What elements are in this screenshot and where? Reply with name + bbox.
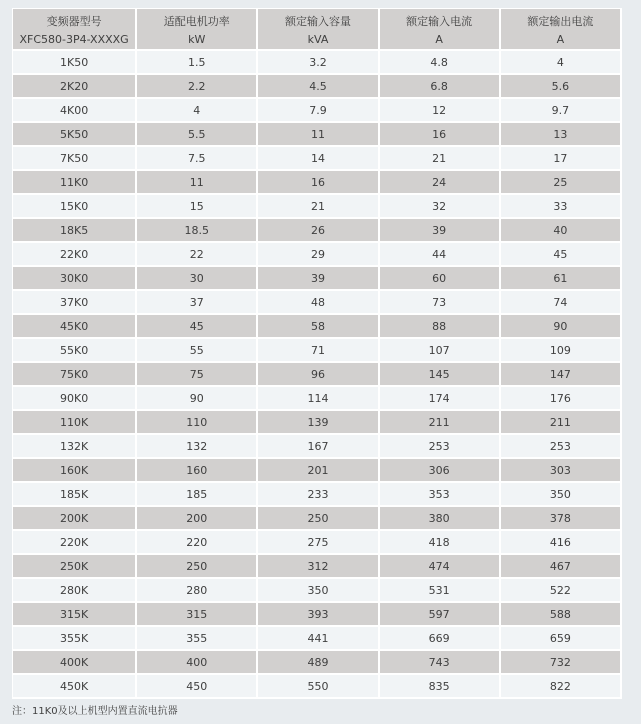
table-cell: 200 bbox=[137, 507, 258, 531]
table-cell: 350 bbox=[501, 483, 622, 507]
table-cell: 96 bbox=[258, 363, 379, 387]
table-row bbox=[13, 483, 622, 507]
table-cell: 588 bbox=[501, 603, 622, 627]
column-header-motor-power bbox=[137, 9, 258, 51]
table-cell: 669 bbox=[380, 627, 501, 651]
table-cell: 4.8 bbox=[380, 51, 501, 75]
table-cell: 18K5 bbox=[13, 219, 137, 243]
table-cell: 5.6 bbox=[501, 75, 622, 99]
table-row bbox=[13, 171, 622, 195]
table-row bbox=[13, 531, 622, 555]
table-row bbox=[13, 603, 622, 627]
column-title: 额定输入电流 bbox=[406, 14, 473, 28]
table-cell: 40 bbox=[501, 219, 622, 243]
table-row bbox=[13, 507, 622, 531]
table-cell: 450K bbox=[13, 675, 137, 699]
table-row bbox=[13, 219, 622, 243]
table-cell: 522 bbox=[501, 579, 622, 603]
table-row bbox=[13, 243, 622, 267]
table-cell: 211 bbox=[501, 411, 622, 435]
table-cell: 109 bbox=[501, 339, 622, 363]
table-cell: 416 bbox=[501, 531, 622, 555]
table-cell: 13 bbox=[501, 123, 622, 147]
table-cell: 220 bbox=[137, 531, 258, 555]
table-cell: 11 bbox=[258, 123, 379, 147]
table-cell: 2.2 bbox=[137, 75, 258, 99]
table-cell: 110K bbox=[13, 411, 137, 435]
table-row bbox=[13, 267, 622, 291]
table-row bbox=[13, 291, 622, 315]
table-cell: 45K0 bbox=[13, 315, 137, 339]
table-cell: 211 bbox=[380, 411, 501, 435]
column-title: 额定输入容量 bbox=[284, 14, 351, 28]
table-cell: 6.8 bbox=[380, 75, 501, 99]
table-cell: 132 bbox=[137, 435, 258, 459]
table-cell: 597 bbox=[380, 603, 501, 627]
table-cell: 9.7 bbox=[501, 99, 622, 123]
table-cell: 160 bbox=[137, 459, 258, 483]
table-cell: 90K0 bbox=[13, 387, 137, 411]
table-cell: 353 bbox=[380, 483, 501, 507]
table-cell: 145 bbox=[380, 363, 501, 387]
table-cell: 55 bbox=[137, 339, 258, 363]
table-row bbox=[13, 363, 622, 387]
table-cell: 250 bbox=[258, 507, 379, 531]
table-cell: 4 bbox=[137, 99, 258, 123]
table-row bbox=[13, 435, 622, 459]
table-row bbox=[13, 75, 622, 99]
table-cell: 37K0 bbox=[13, 291, 137, 315]
column-subtitle: XFC580-3P4-XXXXG bbox=[19, 32, 129, 46]
table-cell: 4K00 bbox=[13, 99, 137, 123]
table-cell: 315 bbox=[137, 603, 258, 627]
table-cell: 74 bbox=[501, 291, 622, 315]
column-title: 适配电机功率 bbox=[163, 14, 230, 28]
column-subtitle: A bbox=[556, 32, 565, 46]
table-cell: 45 bbox=[501, 243, 622, 267]
table-cell: 474 bbox=[380, 555, 501, 579]
table-cell: 32 bbox=[380, 195, 501, 219]
table-cell: 378 bbox=[501, 507, 622, 531]
column-title: 额定输出电流 bbox=[527, 14, 594, 28]
table-cell: 303 bbox=[501, 459, 622, 483]
table-cell: 114 bbox=[258, 387, 379, 411]
table-cell: 167 bbox=[258, 435, 379, 459]
table-cell: 280 bbox=[137, 579, 258, 603]
table-row bbox=[13, 459, 622, 483]
table-cell: 24 bbox=[380, 171, 501, 195]
table-row bbox=[13, 555, 622, 579]
table-cell: 160K bbox=[13, 459, 137, 483]
table-cell: 659 bbox=[501, 627, 622, 651]
table-cell: 75K0 bbox=[13, 363, 137, 387]
footnote: 注：11K0及以上机型内置直流电抗器 bbox=[12, 706, 178, 717]
column-header-output-current bbox=[501, 9, 622, 51]
table-cell: 75 bbox=[137, 363, 258, 387]
table-cell: 90 bbox=[137, 387, 258, 411]
table-cell: 4 bbox=[501, 51, 622, 75]
table-cell: 61 bbox=[501, 267, 622, 291]
table-cell: 25 bbox=[501, 171, 622, 195]
table-cell: 315K bbox=[13, 603, 137, 627]
table-cell: 400K bbox=[13, 651, 137, 675]
table-cell: 275 bbox=[258, 531, 379, 555]
table-cell: 253 bbox=[501, 435, 622, 459]
table-cell: 58 bbox=[258, 315, 379, 339]
table-cell: 1K50 bbox=[13, 51, 137, 75]
header-row bbox=[13, 9, 622, 51]
table-cell: 531 bbox=[380, 579, 501, 603]
table-row bbox=[13, 195, 622, 219]
spec-table-body bbox=[13, 51, 622, 699]
table-cell: 22K0 bbox=[13, 243, 137, 267]
table-row bbox=[13, 627, 622, 651]
table-row bbox=[13, 411, 622, 435]
table-cell: 7.9 bbox=[258, 99, 379, 123]
column-header-model bbox=[13, 9, 137, 51]
table-cell: 253 bbox=[380, 435, 501, 459]
table-row bbox=[13, 387, 622, 411]
table-cell: 250K bbox=[13, 555, 137, 579]
table-cell: 835 bbox=[380, 675, 501, 699]
table-cell: 3.2 bbox=[258, 51, 379, 75]
table-cell: 147 bbox=[501, 363, 622, 387]
table-cell: 441 bbox=[258, 627, 379, 651]
table-cell: 1.5 bbox=[137, 51, 258, 75]
table-cell: 48 bbox=[258, 291, 379, 315]
table-cell: 30K0 bbox=[13, 267, 137, 291]
table-cell: 71 bbox=[258, 339, 379, 363]
table-cell: 15 bbox=[137, 195, 258, 219]
column-subtitle: kW bbox=[188, 32, 206, 46]
table-cell: 732 bbox=[501, 651, 622, 675]
table-row bbox=[13, 675, 622, 699]
table-cell: 16 bbox=[258, 171, 379, 195]
table-cell: 18.5 bbox=[137, 219, 258, 243]
table-cell: 312 bbox=[258, 555, 379, 579]
table-cell: 44 bbox=[380, 243, 501, 267]
table-cell: 185K bbox=[13, 483, 137, 507]
table-cell: 7.5 bbox=[137, 147, 258, 171]
table-cell: 7K50 bbox=[13, 147, 137, 171]
table-row bbox=[13, 147, 622, 171]
table-cell: 743 bbox=[380, 651, 501, 675]
table-cell: 30 bbox=[137, 267, 258, 291]
table-cell: 45 bbox=[137, 315, 258, 339]
table-cell: 39 bbox=[380, 219, 501, 243]
table-cell: 2K20 bbox=[13, 75, 137, 99]
column-subtitle: kVA bbox=[307, 32, 329, 46]
table-cell: 14 bbox=[258, 147, 379, 171]
table-cell: 176 bbox=[501, 387, 622, 411]
table-cell: 88 bbox=[380, 315, 501, 339]
table-cell: 280K bbox=[13, 579, 137, 603]
table-cell: 5.5 bbox=[137, 123, 258, 147]
table-row bbox=[13, 315, 622, 339]
table-cell: 139 bbox=[258, 411, 379, 435]
table-cell: 107 bbox=[380, 339, 501, 363]
table-cell: 400 bbox=[137, 651, 258, 675]
table-cell: 418 bbox=[380, 531, 501, 555]
table-row bbox=[13, 99, 622, 123]
table-cell: 29 bbox=[258, 243, 379, 267]
table-cell: 60 bbox=[380, 267, 501, 291]
table-cell: 233 bbox=[258, 483, 379, 507]
table-cell: 5K50 bbox=[13, 123, 137, 147]
column-subtitle: A bbox=[435, 32, 443, 46]
table-cell: 37 bbox=[137, 291, 258, 315]
table-row bbox=[13, 579, 622, 603]
table-cell: 39 bbox=[258, 267, 379, 291]
table-cell: 250 bbox=[137, 555, 258, 579]
table-cell: 73 bbox=[380, 291, 501, 315]
table-cell: 355K bbox=[13, 627, 137, 651]
table-cell: 15K0 bbox=[13, 195, 137, 219]
table-cell: 550 bbox=[258, 675, 379, 699]
table-cell: 450 bbox=[137, 675, 258, 699]
table-cell: 21 bbox=[258, 195, 379, 219]
table-cell: 306 bbox=[380, 459, 501, 483]
column-header-input-current bbox=[380, 9, 501, 51]
column-header-input-capacity bbox=[258, 9, 379, 51]
table-cell: 132K bbox=[13, 435, 137, 459]
table-cell: 350 bbox=[258, 579, 379, 603]
table-row bbox=[13, 651, 622, 675]
table-cell: 201 bbox=[258, 459, 379, 483]
table-row bbox=[13, 339, 622, 363]
table-cell: 26 bbox=[258, 219, 379, 243]
table-row bbox=[13, 51, 622, 75]
table-cell: 355 bbox=[137, 627, 258, 651]
table-cell: 393 bbox=[258, 603, 379, 627]
table-cell: 22 bbox=[137, 243, 258, 267]
table-cell: 21 bbox=[380, 147, 501, 171]
spec-table bbox=[12, 8, 622, 699]
table-cell: 17 bbox=[501, 147, 622, 171]
column-title: 变频器型号 bbox=[46, 14, 102, 28]
table-cell: 16 bbox=[380, 123, 501, 147]
table-cell: 822 bbox=[501, 675, 622, 699]
table-cell: 489 bbox=[258, 651, 379, 675]
table-cell: 33 bbox=[501, 195, 622, 219]
table-cell: 12 bbox=[380, 99, 501, 123]
table-cell: 185 bbox=[137, 483, 258, 507]
table-cell: 110 bbox=[137, 411, 258, 435]
table-cell: 4.5 bbox=[258, 75, 379, 99]
table-cell: 200K bbox=[13, 507, 137, 531]
table-cell: 220K bbox=[13, 531, 137, 555]
table-cell: 380 bbox=[380, 507, 501, 531]
table-cell: 11 bbox=[137, 171, 258, 195]
table-cell: 467 bbox=[501, 555, 622, 579]
table-cell: 55K0 bbox=[13, 339, 137, 363]
table-cell: 90 bbox=[501, 315, 622, 339]
table-cell: 11K0 bbox=[13, 171, 137, 195]
spec-table-header bbox=[13, 9, 622, 51]
table-cell: 174 bbox=[380, 387, 501, 411]
table-row bbox=[13, 123, 622, 147]
